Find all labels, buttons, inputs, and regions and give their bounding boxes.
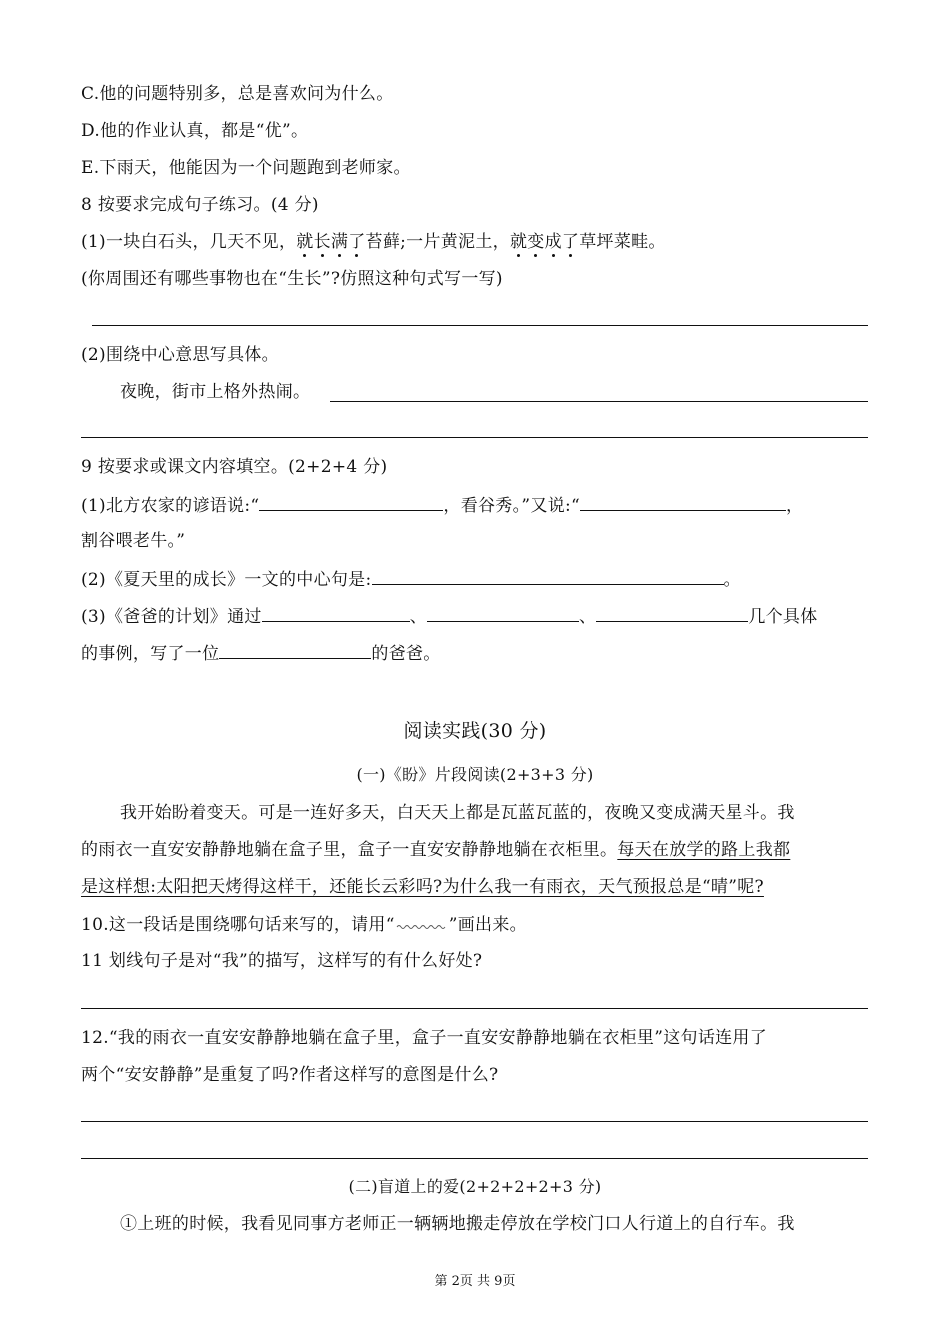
fill-blank[interactable]: [262, 603, 410, 622]
q10: [81, 912, 527, 937]
q9-part1-text-c: ，: [786, 496, 804, 516]
q9-part1: [81, 492, 803, 518]
q9-part1-text-a: (1)北方农家的谚语说:“: [81, 496, 260, 516]
q9-part1-cont: 割谷喂老牛。”: [81, 531, 186, 551]
q10-text-a: 10.这一段话是围绕哪句话来写的，请用“: [81, 915, 395, 935]
fill-blank[interactable]: [219, 640, 371, 659]
q9-part3-cont: [81, 640, 441, 666]
answer-line[interactable]: [81, 1121, 868, 1122]
q12-line1: 12.“我的雨衣一直安安静静地躺在盒子里，盒子一直安安静静地躺在衣柜里”这句话连用了: [81, 1028, 768, 1048]
passage-text: 的雨衣一直安安静静地躺在盒子里，盒子一直安安静静地躺在衣柜里。: [81, 840, 618, 860]
page-footer: 第 2页 共 9页: [434, 1274, 516, 1289]
passage-line: [81, 838, 790, 862]
q9-part2: [81, 566, 741, 592]
reading-part2-title: (二)盲道上的爱(2+2+2+2+3 分): [348, 1177, 602, 1196]
q8-part1: [81, 230, 666, 254]
q9-part3-text-d: 的爸爸。: [371, 644, 441, 664]
q10-text-b: ”画出来。: [448, 915, 527, 935]
q8-part2: (2)围绕中心意思写具体。: [81, 345, 279, 365]
fill-blank[interactable]: [596, 603, 748, 622]
q7-option-d: D.他的作业认真，都是“优”。: [81, 121, 309, 141]
fill-blank[interactable]: [372, 566, 724, 585]
fill-blank[interactable]: [427, 603, 579, 622]
underlined-sentence: 是这样想:太阳把天烤得这样干，还能长云彩吗?为什么我一有雨衣，天气预报总是“晴”呢?: [81, 877, 764, 897]
reading-section-title: 阅读实践(30 分): [403, 720, 547, 742]
wavy-line-mark: [395, 912, 449, 930]
q9-part2-text-a: (2)《夏天里的成长》一文的中心句是:: [81, 570, 372, 590]
fill-blank[interactable]: [259, 492, 443, 511]
q8-part1-text-a: (1)一块白石头，几天不见，: [81, 232, 297, 252]
passage-line: ①上班的时候，我看见同事方老师正一辆辆地搬走停放在学校门口人行道上的自行车。我: [120, 1214, 795, 1234]
q8-part2-lead: 夜晚，街市上格外热闹。: [120, 382, 311, 402]
q11: 11 划线句子是对“我”的描写，这样写的有什么好处?: [81, 951, 483, 971]
underlined-sentence: 每天在放学的路上我都: [617, 840, 791, 860]
q9-part3-sep: 、: [579, 607, 597, 627]
q8-part1-hint: (你周围还有哪些事物也在“生长”?仿照这种句式写一写): [81, 269, 503, 289]
q9-part3: [81, 603, 818, 629]
q9-part3-text-a: (3)《爸爸的计划》通过: [81, 607, 262, 627]
answer-line[interactable]: [81, 437, 868, 438]
q8-title: 8 按要求完成句子练习。(4 分): [81, 195, 319, 215]
fill-blank[interactable]: [580, 492, 786, 511]
q9-part1-text-b: ，看谷秀。”又说:“: [443, 496, 581, 516]
answer-line[interactable]: [81, 1158, 868, 1159]
q9-part3-text-b: 几个具体: [748, 607, 818, 627]
q8-part1-text-c: 苔藓;一片黄泥土，: [365, 232, 510, 252]
q8-part1-dotted-a: 就长满了: [296, 232, 366, 252]
q12-line2: 两个“安安静静”是重复了吗?作者这样写的意图是什么?: [81, 1065, 499, 1085]
answer-line[interactable]: [330, 401, 868, 402]
q9-title: 9 按要求或课文内容填空。(2+2+4 分): [81, 457, 388, 477]
reading-part1-title: (一)《盼》片段阅读(2+3+3 分): [356, 765, 594, 784]
q9-part3-sep: 、: [409, 607, 427, 627]
q8-part1-text-e: 草坪菜畦。: [579, 232, 666, 252]
answer-line[interactable]: [81, 1008, 868, 1009]
q9-part3-text-c: 的事例，写了一位: [81, 644, 220, 664]
passage-line: 我开始盼着变天。可是一连好多天，白天天上都是瓦蓝瓦蓝的，夜晚又变成满天星斗。我: [120, 803, 795, 823]
q7-option-c: C.他的问题特别多，总是喜欢问为什么。: [81, 84, 394, 104]
answer-line[interactable]: [92, 325, 868, 326]
q8-part1-dotted-b: 就变成了: [509, 232, 580, 252]
q7-option-e: E.下雨天，他能因为一个问题跑到老师家。: [81, 158, 411, 178]
q9-part2-text-b: 。: [723, 570, 741, 590]
